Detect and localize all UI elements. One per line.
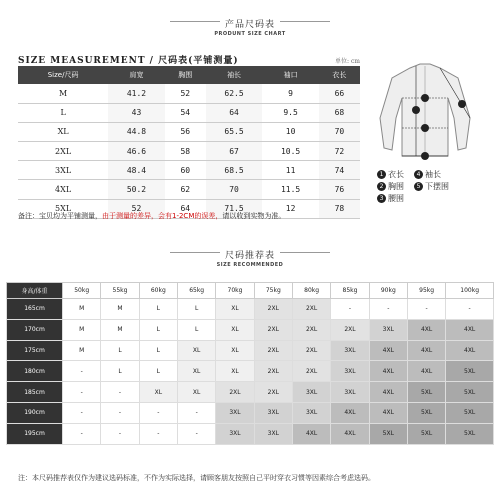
recommend-table xyxy=(6,282,494,445)
size-cell: 76 xyxy=(319,180,360,199)
rec-cell: M xyxy=(63,340,101,361)
height-header: 165cm xyxy=(7,299,63,320)
size-chart-title xyxy=(0,17,500,37)
rec-cell: 4XL xyxy=(407,319,445,340)
rec-cell: 2XL xyxy=(254,319,292,340)
rec-cell: 3XL xyxy=(331,361,369,382)
rec-cell: 3XL xyxy=(292,382,330,403)
size-cell: 12 xyxy=(262,199,319,218)
weight-header: 90kg xyxy=(369,283,407,299)
size-cell: 72 xyxy=(319,142,360,161)
rec-row xyxy=(7,402,494,423)
size-cell: 60 xyxy=(165,161,206,180)
rec-cell: 5XL xyxy=(446,382,494,403)
weight-header: 70kg xyxy=(216,283,254,299)
recommend-title-en: SIZE RECOMMENDED xyxy=(216,262,284,268)
weight-header: 60kg xyxy=(139,283,177,299)
rec-cell: - xyxy=(177,402,215,423)
size-cell: 62.5 xyxy=(206,84,263,103)
height-header: 180cm xyxy=(7,361,63,382)
size-cell: 62 xyxy=(165,180,206,199)
rec-cell: M xyxy=(63,299,101,320)
rec-cell: - xyxy=(101,382,139,403)
size-row xyxy=(18,161,360,180)
size-cell: 71.5 xyxy=(206,199,263,218)
rec-cell: - xyxy=(331,299,369,320)
size-col-header: 肩宽 xyxy=(108,66,165,84)
size-cell: 58 xyxy=(165,142,206,161)
rec-cell: 3XL xyxy=(216,402,254,423)
size-cell: 74 xyxy=(319,161,360,180)
rec-row xyxy=(7,423,494,444)
rec-cell: - xyxy=(446,299,494,320)
measurement-note xyxy=(18,211,285,221)
measurement-header: SIZE MEASUREMENT / 尺码表(平铺测量) xyxy=(18,56,239,66)
size-cell: 9.5 xyxy=(262,103,319,122)
rec-cell: - xyxy=(369,299,407,320)
rec-cell: - xyxy=(139,402,177,423)
rec-cell: L xyxy=(177,319,215,340)
weight-header: 85kg xyxy=(331,283,369,299)
size-cell: 5XL xyxy=(18,199,108,218)
rec-cell: XL xyxy=(216,319,254,340)
recommend-title-cn: 尺码推荐表 xyxy=(224,251,275,261)
note-prefix: 备注：宝贝均为平铺测量， xyxy=(18,212,102,220)
size-cell: 67 xyxy=(206,142,263,161)
rec-cell: 4XL xyxy=(446,319,494,340)
height-header: 185cm xyxy=(7,382,63,403)
size-cell: 65.5 xyxy=(206,122,263,141)
rec-cell: XL xyxy=(216,299,254,320)
size-cell: 4XL xyxy=(18,180,108,199)
weight-header: 75kg xyxy=(254,283,292,299)
rec-cell: - xyxy=(63,423,101,444)
size-cell: 11.5 xyxy=(262,180,319,199)
size-cell: 2XL xyxy=(18,142,108,161)
size-cell: 68.5 xyxy=(206,161,263,180)
rec-cell: 2XL xyxy=(292,340,330,361)
rec-row xyxy=(7,340,494,361)
rec-cell: - xyxy=(101,402,139,423)
rec-cell: - xyxy=(63,361,101,382)
rec-cell: 4XL xyxy=(331,402,369,423)
rec-cell: 4XL xyxy=(369,382,407,403)
rec-cell: XL xyxy=(216,361,254,382)
rec-cell: 4XL xyxy=(369,340,407,361)
size-cell: 78 xyxy=(319,199,360,218)
rec-cell: L xyxy=(139,361,177,382)
size-col-header: 袖长 xyxy=(206,66,263,84)
rec-cell: 2XL xyxy=(254,382,292,403)
size-col-header: 袖口 xyxy=(262,66,319,84)
rec-cell: XL xyxy=(177,382,215,403)
size-row xyxy=(18,142,360,161)
rec-cell: 5XL xyxy=(407,402,445,423)
size-col-header: 衣长 xyxy=(319,66,360,84)
size-cell: 54 xyxy=(165,103,206,122)
rec-cell: M xyxy=(101,319,139,340)
size-cell: L xyxy=(18,103,108,122)
rec-cell: 4XL xyxy=(446,340,494,361)
size-cell: 52 xyxy=(108,199,165,218)
rec-cell: XL xyxy=(177,361,215,382)
size-chart-title-cn: 产品尺码表 xyxy=(224,20,275,30)
weight-header: 100kg xyxy=(446,283,494,299)
size-cell: M xyxy=(18,84,108,103)
size-cell: 50.2 xyxy=(108,180,165,199)
rec-cell: - xyxy=(139,423,177,444)
jacket-illustration xyxy=(370,58,480,168)
size-cell: 52 xyxy=(165,84,206,103)
rec-cell: 5XL xyxy=(446,402,494,423)
rec-cell: 5XL xyxy=(446,423,494,444)
recommend-title xyxy=(0,248,500,268)
rec-row xyxy=(7,382,494,403)
weight-header: 55kg xyxy=(101,283,139,299)
legend-item: 4 袖长 xyxy=(414,169,441,180)
rec-cell: XL xyxy=(216,340,254,361)
rec-cell: 2XL xyxy=(254,299,292,320)
size-table xyxy=(18,66,360,219)
weight-header: 65kg xyxy=(177,283,215,299)
size-col-header: Size/尺码 xyxy=(18,66,108,84)
rec-cell: XL xyxy=(139,382,177,403)
note-red: 由于测量的差异，会有1-2CM的误差， xyxy=(102,212,223,220)
rec-cell: L xyxy=(101,361,139,382)
size-cell: 10 xyxy=(262,122,319,141)
rec-cell: 2XL xyxy=(331,319,369,340)
rec-cell: 2XL xyxy=(292,361,330,382)
height-header: 190cm xyxy=(7,402,63,423)
rec-cell: 4XL xyxy=(369,402,407,423)
rec-cell: L xyxy=(139,299,177,320)
rec-cell: 3XL xyxy=(254,402,292,423)
height-header: 195cm xyxy=(7,423,63,444)
size-row xyxy=(18,103,360,122)
legend-item: 2 胸围 xyxy=(377,181,404,192)
rec-cell: 5XL xyxy=(446,361,494,382)
size-cell: 9 xyxy=(262,84,319,103)
size-cell: 70 xyxy=(319,122,360,141)
recommend-note: 注：本尺码推荐表仅作为建议选码标准，不作为实际选择，请顾客朋友按照自己平时穿衣习惯等因素综合考虑选码。 xyxy=(18,474,375,482)
size-cell: 11 xyxy=(262,161,319,180)
rec-cell: 2XL xyxy=(292,299,330,320)
legend-item: 1 衣长 xyxy=(377,169,404,180)
size-cell: 56 xyxy=(165,122,206,141)
size-chart-title-en: PRODUNT SIZE CHART xyxy=(214,31,286,37)
rec-cell: - xyxy=(101,423,139,444)
rec-corner: 身高/体重 xyxy=(7,283,63,299)
rec-cell: - xyxy=(63,402,101,423)
height-header: 170cm xyxy=(7,319,63,340)
rec-cell: L xyxy=(101,340,139,361)
note-suffix: 请以收到实物为准。 xyxy=(222,212,286,220)
rec-cell: 2XL xyxy=(254,340,292,361)
size-cell: 64 xyxy=(206,103,263,122)
rec-cell: 2XL xyxy=(216,382,254,403)
height-header: 175cm xyxy=(7,340,63,361)
rec-cell: 3XL xyxy=(254,423,292,444)
rec-cell: M xyxy=(63,319,101,340)
rec-row xyxy=(7,319,494,340)
size-cell: 3XL xyxy=(18,161,108,180)
rec-cell: L xyxy=(139,340,177,361)
rec-cell: 4XL xyxy=(407,340,445,361)
rec-cell: 4XL xyxy=(331,423,369,444)
size-cell: 43 xyxy=(108,103,165,122)
legend-item: 3 腰围 xyxy=(377,193,404,204)
size-cell: 10.5 xyxy=(262,142,319,161)
rec-cell: L xyxy=(177,299,215,320)
size-cell: 68 xyxy=(319,103,360,122)
rec-cell: - xyxy=(63,382,101,403)
rec-cell: 4XL xyxy=(407,361,445,382)
rec-cell: 2XL xyxy=(292,319,330,340)
rec-cell: 3XL xyxy=(331,382,369,403)
rec-cell: 3XL xyxy=(216,423,254,444)
rec-cell: 5XL xyxy=(369,423,407,444)
size-cell: 70 xyxy=(206,180,263,199)
size-col-header: 胸围 xyxy=(165,66,206,84)
rec-cell: - xyxy=(407,299,445,320)
size-cell: 66 xyxy=(319,84,360,103)
legend-item: 5 下摆围 xyxy=(414,181,449,192)
size-cell: 64 xyxy=(165,199,206,218)
size-cell: 46.6 xyxy=(108,142,165,161)
rec-cell: XL xyxy=(177,340,215,361)
measure-legend xyxy=(377,168,449,204)
rec-cell: L xyxy=(139,319,177,340)
size-row xyxy=(18,84,360,103)
rec-row xyxy=(7,361,494,382)
unit-label: 单位: cm xyxy=(335,58,360,65)
weight-header: 95kg xyxy=(407,283,445,299)
weight-header: 80kg xyxy=(292,283,330,299)
rec-cell: 4XL xyxy=(292,423,330,444)
rec-cell: M xyxy=(101,299,139,320)
size-row xyxy=(18,180,360,199)
size-row xyxy=(18,122,360,141)
rec-cell: 3XL xyxy=(292,402,330,423)
rec-cell: 4XL xyxy=(369,361,407,382)
rec-row xyxy=(7,299,494,320)
size-cell: 48.4 xyxy=(108,161,165,180)
rec-cell: 2XL xyxy=(254,361,292,382)
rec-cell: 5XL xyxy=(407,382,445,403)
rec-cell: - xyxy=(177,423,215,444)
weight-header: 50kg xyxy=(63,283,101,299)
size-cell: 41.2 xyxy=(108,84,165,103)
rec-cell: 3XL xyxy=(369,319,407,340)
rec-cell: 5XL xyxy=(407,423,445,444)
size-cell: 44.8 xyxy=(108,122,165,141)
rec-cell: 3XL xyxy=(331,340,369,361)
size-cell: XL xyxy=(18,122,108,141)
